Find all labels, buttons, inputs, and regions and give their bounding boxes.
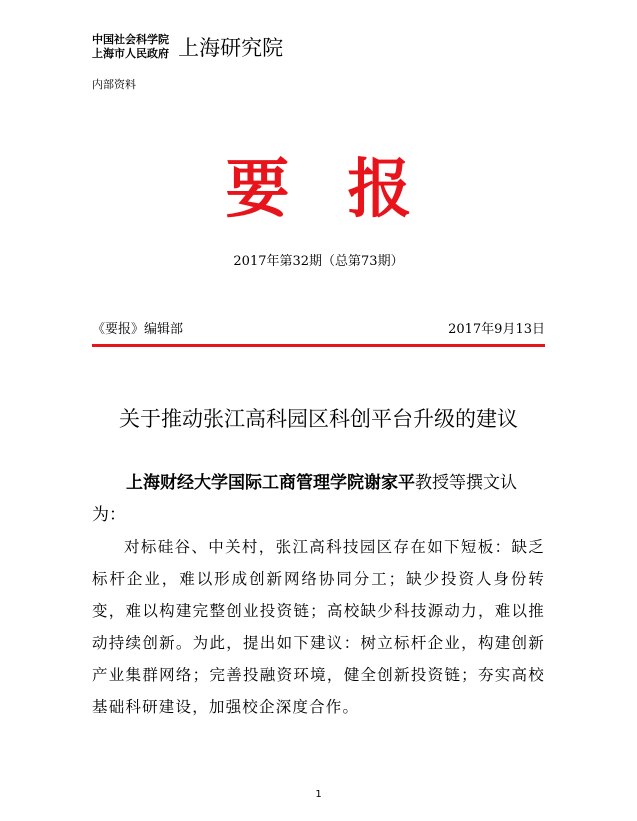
editorial-department: 《要报》编辑部 [92, 322, 184, 337]
red-divider-line [92, 344, 545, 347]
page-number: 1 [315, 789, 322, 800]
article-body: 对标硅谷、中关村，张江高科技园区存在如下短板：缺乏标杆企业，难以形成创新网络协同分工；缺少投资人身份转变，难以构建完整创业投资链；高校缺少科技源动力，难以推动持续创新。为此，提出如下建议：树立标杆企业，构建创新产业集群网络；完善投融资环境，健全创新投资链；夯实高校基础科研建设，加强校企深度合作。 [92, 538, 545, 716]
institute-name: 上海研究院 [178, 36, 284, 60]
org-cass: 中国社会科学院 [92, 33, 169, 46]
organization-names [92, 33, 169, 61]
intro-text: 教授等撰文认为： [92, 473, 517, 525]
issue-number: 2017年第32期（总第73期） [233, 254, 404, 269]
masthead-title: 要报 [225, 153, 470, 227]
article-intro [92, 467, 545, 531]
author-affiliation: 上海财经大学国际工商管理学院谢家平 [126, 473, 415, 493]
article-title: 关于推动张江高科园区科创平台升级的建议 [119, 407, 518, 431]
publish-date: 2017年9月13日 [448, 322, 545, 337]
classification-label: 内部资料 [92, 78, 136, 91]
org-shanghai-gov: 上海市人民政府 [92, 47, 169, 60]
institution-header [92, 32, 283, 62]
